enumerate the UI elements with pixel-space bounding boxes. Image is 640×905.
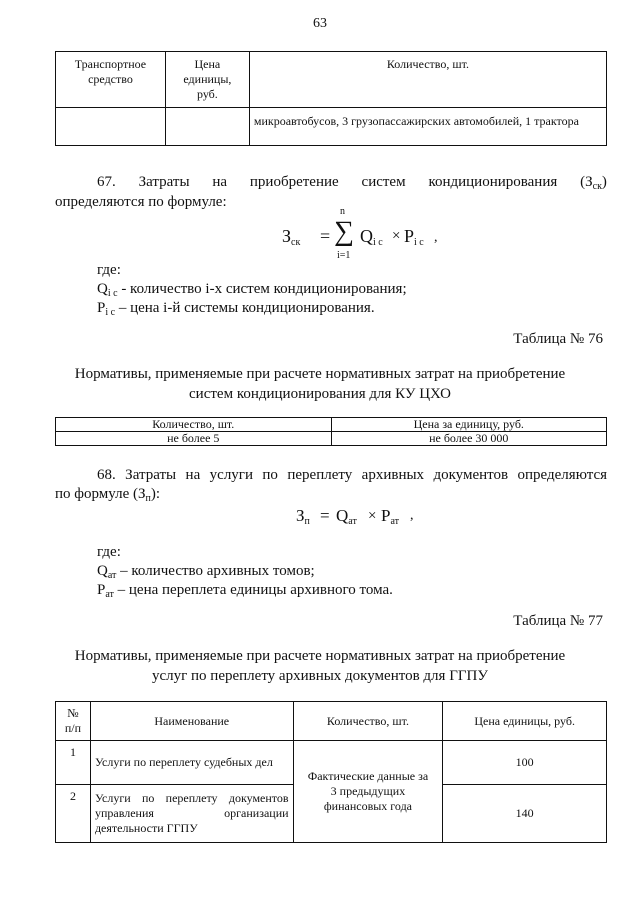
table77-header-quantity: Количество, шт. [293,702,443,741]
para67-def2: $P_{i c}$ – цена i-й системы кондиционирования. [97,300,375,318]
table76-cell-quantity: не более 5 [56,432,332,446]
formula-68: $З_п$ = $Q_{ат}$ × $P_{ат}$ , [296,506,414,527]
para67-word: 67. [97,174,116,190]
para67-word: приобретение [249,174,339,190]
table76-title-line2: систем кондиционирования для КУ ЦХО [189,386,451,402]
formula-67-times: × [392,228,401,244]
table77-row2-price: 140 [443,785,607,843]
formula-68-lhs: З [296,506,305,525]
table77-header-name: Наименование [90,702,293,741]
formula-67-end: , [434,230,438,245]
para67-word: систем [361,174,406,190]
vehicle-table-header-price: Цена единицы, руб. [165,52,249,108]
vehicle-table-cell-empty [56,108,166,146]
formula-68-times: × [368,508,377,524]
table77-header-num: № п/п [56,702,91,741]
vehicle-table [55,51,607,146]
table77 [55,701,607,843]
para68-where: где: [97,544,121,560]
para67-notation: $(З_{ск})$ [580,174,607,192]
para67-where: где: [97,262,121,278]
table77-title-line1: Нормативы, применяемые при расчете нормативных затрат на приобретение [74,648,566,664]
table77-title-line2: услуг по переплету архивных документов для ГГПУ [151,668,488,684]
table76-header-quantity: Количество, шт. [56,418,332,432]
para67-word: на [212,174,228,190]
table77-quantity-merged: Фактические данные за 3 предыдущих финансовых года [293,741,443,843]
table77-row1-num: 1 [56,741,91,785]
formula-67-q: Q [360,226,373,246]
table76 [55,417,607,446]
page-number: 63 [313,16,327,31]
vehicle-table-cell-empty [165,108,249,146]
table77-caption: Таблица № 77 [513,613,603,629]
table77-row1-price: 100 [443,741,607,785]
table77-header-price: Цена единицы, руб. [443,702,607,741]
para68-def1: $Q_{ат}$ – количество архивных томов; [97,563,315,581]
vehicle-table-cell-quantity: микроавтобусов, 3 грузопассажирских автомобилей, 1 трактора [249,108,606,146]
sum-icon: ∑ [334,216,354,247]
para67-word: кондиционирования [428,174,558,190]
formula-67-p: P [404,226,415,246]
para67-def1: $Q_{i c}$ - количество i-х систем кондиционирования; [97,281,407,299]
formula-67: $З_{ск}$ = n ∑ i=1 $Q_{i c}$ × $P_{i c}$ , [282,206,438,261]
para67-line2: определяются по формуле: [55,194,227,210]
formula-67-lhs: З [282,226,292,246]
formula-68-p: P [381,506,391,525]
para67-word: Затраты [138,174,190,190]
formula-68-equals: = [320,506,330,525]
table77-row2-num: 2 [56,785,91,843]
para68-line2: по формуле $(З_п)$: [55,486,161,504]
para68-def2: $P_{ат}$ – цена переплета единицы архивного тома. [97,582,393,600]
vehicle-table-header-type: Транспортное средство [56,52,166,108]
vehicle-table-header-quantity: Количество, шт. [249,52,606,108]
table76-cell-price: не более 30 000 [331,432,606,446]
formula-67-equals: = [320,226,331,246]
formula-68-q: Q [336,506,349,525]
formula-68-end: , [410,508,414,523]
table76-header-price: Цена за единицу, руб. [331,418,606,432]
formula-67-sum-bottom: i=1 [337,250,351,261]
table76-title-line1: Нормативы, применяемые при расчете нормативных затрат на приобретение [74,366,566,382]
formula-67-sum-top: n [340,206,345,217]
para68-line1: 68. Затраты на услуги по переплету архивных документов определяются [97,467,607,483]
table76-caption: Таблица № 76 [513,331,603,347]
table77-row1-name: Услуги по переплету судебных дел [90,741,293,785]
table77-row2-name: Услуги по переплету документов управления организации деятельности ГГПУ [90,785,293,843]
